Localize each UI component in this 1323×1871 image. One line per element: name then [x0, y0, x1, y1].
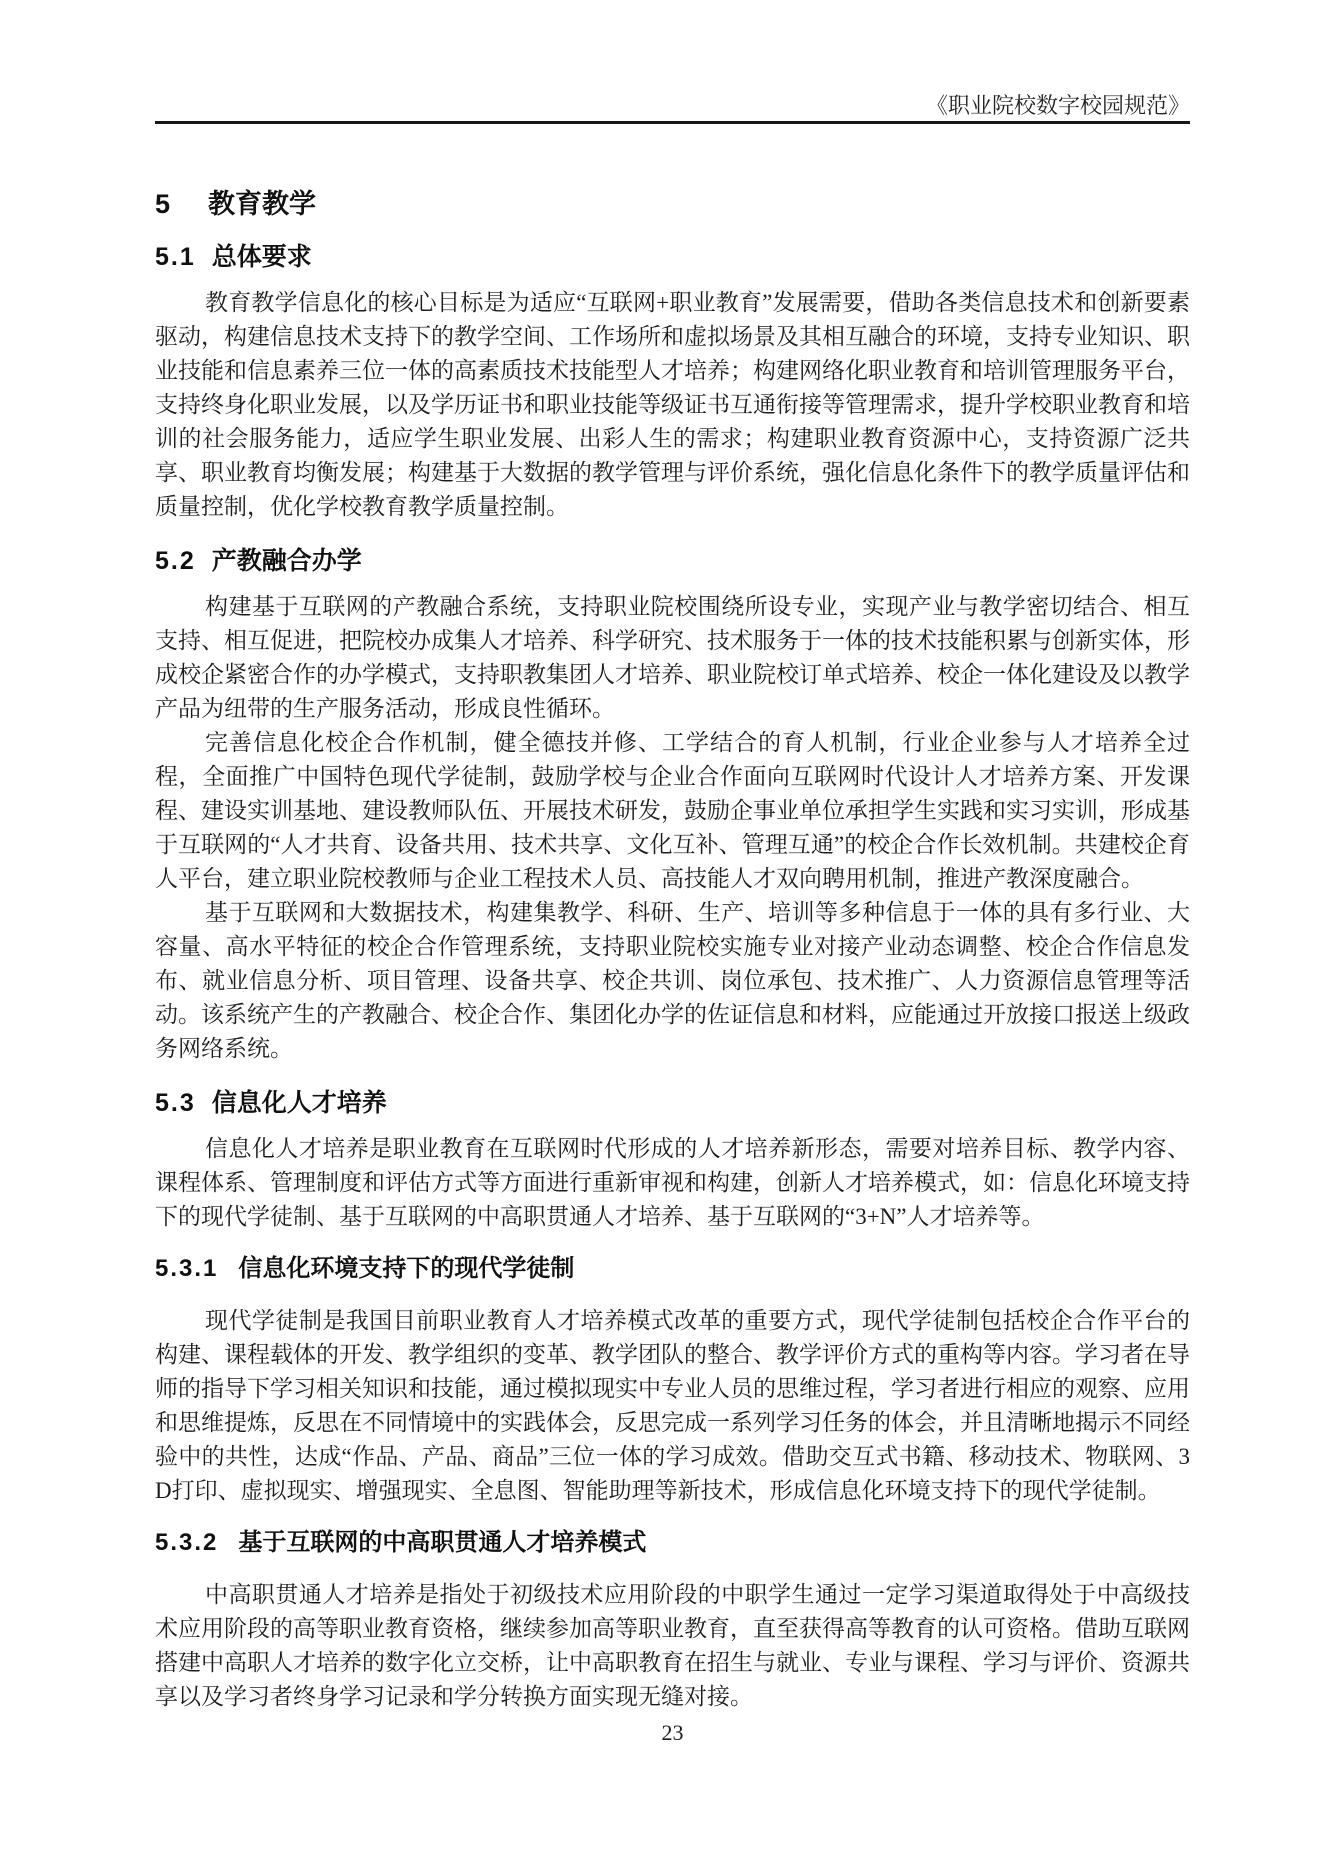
section-heading-5 [155, 188, 1190, 220]
paragraph-5-2-1: 构建基于互联网的产教融合系统，支持职业院校围绕所设专业，实现产业与教学密切结合、相互支持、相互促进，把院校办成集人才培养、科学研究、技术服务于一体的技术技能积累与创新实体，形成校企紧密合作的办学模式，支持职教集团人才培养、职业院校订单式培养、校企一体化建设及以教学产品为纽带的生产服务活动，形成良性循环。 [155, 594, 1190, 721]
heading-title: 总体要求 [211, 243, 312, 271]
heading-number: 5.1 [155, 243, 196, 271]
paragraph-5-2-3: 基于互联网和大数据技术，构建集教学、科研、生产、培训等多种信息于一体的具有多行业、大容量、高水平特征的校企合作管理系统，支持职业院校实施专业对接产业动态调整、校企合作信息发布、就业信息分析、项目管理、设备共享、校企共训、岗位承包、技术推广、人力资源信息管理等活动。该系统产生的产教融合、校企合作、集团化办学的佐证信息和材料，应能通过开放接口报送上级政务网络系统。 [155, 900, 1190, 1061]
heading-title: 信息化人才培养 [211, 1089, 387, 1117]
heading-title: 产教融合办学 [211, 547, 362, 575]
header-doc-title: 《职业院校数字校园规范》 [925, 93, 1190, 118]
page-number: 23 [661, 1720, 684, 1745]
heading-title: 基于互联网的中高职贯通人才培养模式 [238, 1529, 647, 1556]
page-header [155, 93, 1190, 124]
section-heading-5-3-1 [155, 1254, 1190, 1284]
heading-number: 5.3.2 [155, 1529, 219, 1556]
paragraph-5-3-2: 中高职贯通人才培养是指处于初级技术应用阶段的中职学生通过一定学习渠道取得处于中高级技术应用阶段的高等职业教育资格，继续参加高等职业教育，直至获得高等教育的认可资格。借助互联网搭建中高职人才培养的数字化立交桥，让中高职教育在招生与就业、专业与课程、学习与评价、资源共享以及学习者终身学习记录和学分转换方面实现无缝对接。 [155, 1582, 1190, 1709]
section-heading-5-3-2 [155, 1528, 1190, 1558]
heading-number: 5.3 [155, 1089, 196, 1117]
section-heading-5-1 [155, 242, 1190, 272]
heading-title: 教育教学 [208, 189, 317, 219]
heading-number: 5.3.1 [155, 1255, 219, 1282]
paragraph-5-2-2: 完善信息化校企合作机制，健全德技并修、工学结合的育人机制，行业企业参与人才培养全过程，全面推广中国特色现代学徒制，鼓励学校与企业合作面向互联网时代设计人才培养方案、开发课程、建设实训基地、建设教师队伍、开展技术研发，鼓励企事业单位承担学生实践和实习实训，形成基于互联网的“人才共育、设备共用、技术共享、文化互补、管理互通”的校企合作长效机制。共建校企育人平台，建立职业院校教师与企业工程技术人员、高技能人才双向聘用机制，推进产教深度融合。 [155, 730, 1190, 891]
heading-title: 信息化环境支持下的现代学徒制 [238, 1255, 575, 1282]
paragraph-5-1: 教育教学信息化的核心目标是为适应“互联网+职业教育”发展需要，借助各类信息技术和创新要素驱动，构建信息技术支持下的教学空间、工作场所和虚拟场景及其相互融合的环境，支持专业知识、职业技能和信息素养三位一体的高素质技术技能型人才培养；构建网络化职业教育和培训管理服务平台，支持终身化职业发展，以及学历证书和职业技能等级证书互通衔接等管理需求，提升学校职业教育和培训的社会服务能力，适应学生职业发展、出彩人生的需求；构建职业教育资源中心，支持资源广泛共享、职业教育均衡发展；构建基于大数据的教学管理与评价系统，强化信息化条件下的教学质量评估和质量控制，优化学校教育教学质量控制。 [155, 290, 1190, 519]
paragraph-5-3: 信息化人才培养是职业教育在互联网时代形成的人才培养新形态，需要对培养目标、教学内容、课程体系、管理制度和评估方式等方面进行重新审视和构建，创新人才培养模式，如：信息化环境支持下的现代学徒制、基于互联网的中高职贯通人才培养、基于互联网的“3+N”人才培养等。 [155, 1136, 1190, 1229]
heading-number: 5 [155, 189, 173, 219]
section-heading-5-2 [155, 546, 1190, 576]
section-heading-5-3 [155, 1088, 1190, 1118]
heading-number: 5.2 [155, 547, 196, 575]
paragraph-5-3-1: 现代学徒制是我国目前职业教育人才培养模式改革的重要方式，现代学徒制包括校企合作平台的构建、课程载体的开发、教学组织的变革、教学团队的整合、教学评价方式的重构等内容。学习者在导师的指导下学习相关知识和技能，通过模拟现实中专业人员的思维过程，学习者进行相应的观察、应用和思维提炼，反思在不同情境中的实践体会，反思完成一系列学习任务的体会，并且清晰地揭示不同经验中的共性，达成“作品、产品、商品”三位一体的学习成效。借助交互式书籍、移动技术、物联网、3D打印、虚拟现实、增强现实、全息图、智能助理等新技术，形成信息化环境支持下的现代学徒制。 [155, 1308, 1190, 1503]
